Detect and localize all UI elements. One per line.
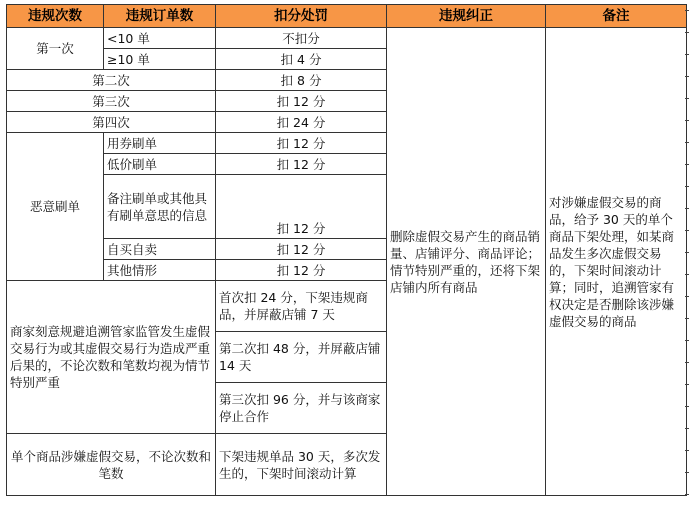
malicious-brushing-label: 恶意刷单 <box>7 133 104 281</box>
header-remark: 备注 <box>546 5 687 28</box>
penalty-cell: 扣 12 分 <box>216 91 387 112</box>
order-count-cell: <10 单 <box>104 28 216 49</box>
header-row <box>7 5 687 28</box>
penalty-cell: 扣 12 分 <box>216 154 387 175</box>
table-row <box>7 28 687 49</box>
offense-label: 第二次 <box>7 70 216 91</box>
header-violation-count: 违规次数 <box>7 5 104 28</box>
penalty-cell: 扣 12 分 <box>216 239 387 260</box>
header-penalty: 扣分处罚 <box>216 5 387 28</box>
penalty-cell: 扣 12 分 <box>216 133 387 154</box>
header-order-count: 违规订单数 <box>104 5 216 28</box>
penalty-cell: 扣 4 分 <box>216 49 387 70</box>
penalty-cell: 首次扣 24 分，下架违规商品，并屏蔽店铺 7 天 <box>216 281 387 332</box>
brushing-type-cell: 用券刷单 <box>104 133 216 154</box>
penalty-cell: 第二次扣 48 分，并屏蔽店铺 14 天 <box>216 332 387 383</box>
brushing-type-cell: 自买自卖 <box>104 239 216 260</box>
header-correction: 违规纠正 <box>387 5 546 28</box>
penalty-cell: 下架违规单品 30 天，多次发生的，下架时间滚动计算 <box>216 434 387 496</box>
page-edge-markers <box>685 0 690 508</box>
evasion-label: 商家刻意规避追溯管家监管发生虚假交易行为或其虚假交易行为造成严重后果的，不论次数和笔数均视为情节特别严重 <box>7 281 216 434</box>
brushing-type-cell: 其他情形 <box>104 260 216 281</box>
penalty-cell: 第三次扣 96 分，并与该商家停止合作 <box>216 383 387 434</box>
offense-label: 第四次 <box>7 112 216 133</box>
penalty-cell: 扣 12 分 <box>216 260 387 281</box>
penalty-cell: 扣 12 分 <box>216 175 387 239</box>
penalty-cell: 扣 24 分 <box>216 112 387 133</box>
offense-label: 第三次 <box>7 91 216 112</box>
penalty-cell: 不扣分 <box>216 28 387 49</box>
correction-cell: 删除虚假交易产生的商品销量、店铺评分、商品评论；情节特别严重的，还将下架店铺内所有商品 <box>387 28 546 496</box>
brushing-type-cell: 备注刷单或其他具有刷单意思的信息 <box>104 175 216 239</box>
single-product-label: 单个商品涉嫌虚假交易，不论次数和笔数 <box>7 434 216 496</box>
first-offense-label: 第一次 <box>7 28 104 70</box>
remark-cell: 对涉嫌虚假交易的商品，给予 30 天的单个商品下架处理，如某商品发生多次虚假交易的，下架时间滚动计算；同时，追溯管家有权决定是否删除该涉嫌虚假交易的商品 <box>546 28 687 496</box>
penalty-cell: 扣 8 分 <box>216 70 387 91</box>
order-count-cell: ≥10 单 <box>104 49 216 70</box>
penalty-table <box>6 4 687 496</box>
brushing-type-cell: 低价刷单 <box>104 154 216 175</box>
